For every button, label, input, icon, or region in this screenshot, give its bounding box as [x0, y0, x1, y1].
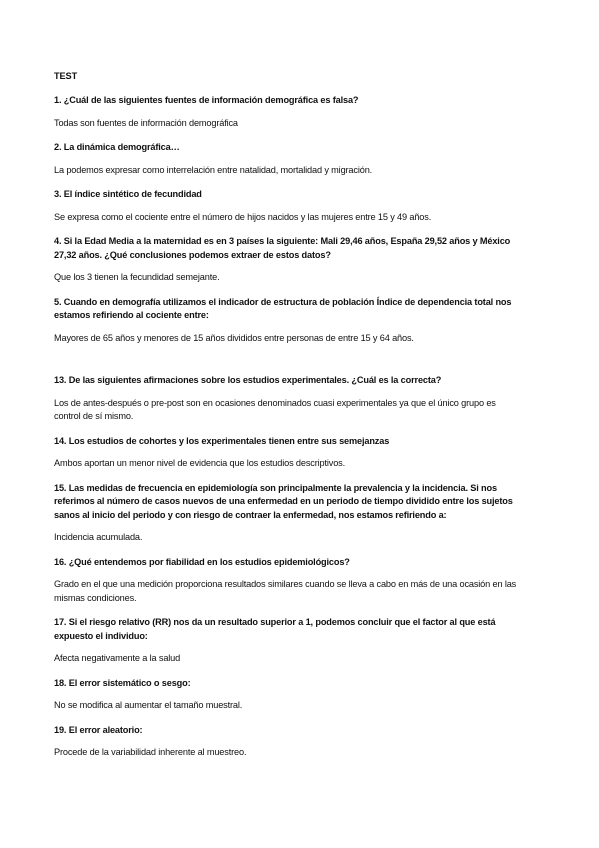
answer-5: Mayores de 65 años y menores de 15 años divididos entre personas de entre 15 y 64 años. — [54, 332, 414, 343]
document-content — [54, 70, 524, 771]
answer-3: Se expresa como el cociente entre el número de hijos nacidos y las mujeres entre 15 y 49 años. — [54, 211, 432, 222]
question-18: 18. El error sistemático o sesgo: — [54, 677, 191, 688]
answer-1: Todas son fuentes de información demográfica — [54, 117, 238, 128]
question-19: 19. El error aleatorio: — [54, 724, 143, 735]
question-2: 2. La dinámica demográfica… — [54, 142, 180, 152]
answer-15: Incidencia acumulada. — [54, 532, 143, 542]
answer-13: Los de antes-después o pre-post son en ocasiones denominados cuasi experimentales ya que el único grupo es control de sí mismo. — [54, 397, 496, 421]
answer-19: Procede de la variabilidad inherente al muestreo. — [54, 747, 247, 757]
question-15: 15. Las medidas de frecuencia en epidemiología son principalmente la prevalencia y la incidencia. Si nos referimos al número de casos nuevos de una enfermedad en un periodo de tiempo dividido entre los sujetos sanos al inicio del periodo y con riesgo de contraer la enfermedad, nos estamos refiriendo a: — [54, 482, 513, 520]
question-4: 4. Si la Edad Media a la maternidad es en 3 países la siguiente: Mali 29,46 años, España 29,52 años y México 27,32 años. ¿Qué conclusiones podemos extraer de estos datos? — [54, 236, 511, 260]
question-1: 1. ¿Cuál de las siguientes fuentes de información demográfica es falsa? — [54, 95, 359, 105]
question-5: 5. Cuando en demografía utilizamos el indicador de estructura de población Índice de dependencia total nos estamos refiriendo al cociente entre: — [54, 296, 512, 320]
document-title: TEST — [54, 71, 78, 81]
answer-16: Grado en el que una medición proporciona resultados similares cuando se lleva a cabo en más de una ocasión en las mismas condiciones. — [54, 579, 517, 603]
answer-4: Que los 3 tienen la fecundidad semejante. — [54, 272, 220, 282]
question-3: 3. El índice sintético de fecundidad — [54, 189, 202, 199]
answer-18: No se modifica al aumentar el tamaño muestral. — [54, 700, 243, 710]
question-17: 17. Si el riesgo relativo (RR) nos da un resultado superior a 1, podemos concluir que el factor al que está expuesto el individuo: — [54, 617, 496, 641]
question-14: 14. Los estudios de cohortes y los experimentales tienen entre sus semejanzas — [54, 435, 390, 446]
answer-14: Ambos aportan un menor nivel de evidencia que los estudios descriptivos. — [54, 458, 346, 468]
answer-17: Afecta negativamente a la salud — [54, 653, 181, 663]
answer-2: La podemos expresar como interrelación entre natalidad, mortalidad y migración. — [54, 164, 373, 175]
question-13: 13. De las siguientes afirmaciones sobre los estudios experimentales. ¿Cuál es la correcta? — [54, 375, 442, 385]
question-16: 16. ¿Qué entendemos por fiabilidad en los estudios epidemiológicos? — [54, 556, 350, 567]
section-gap — [54, 356, 524, 374]
